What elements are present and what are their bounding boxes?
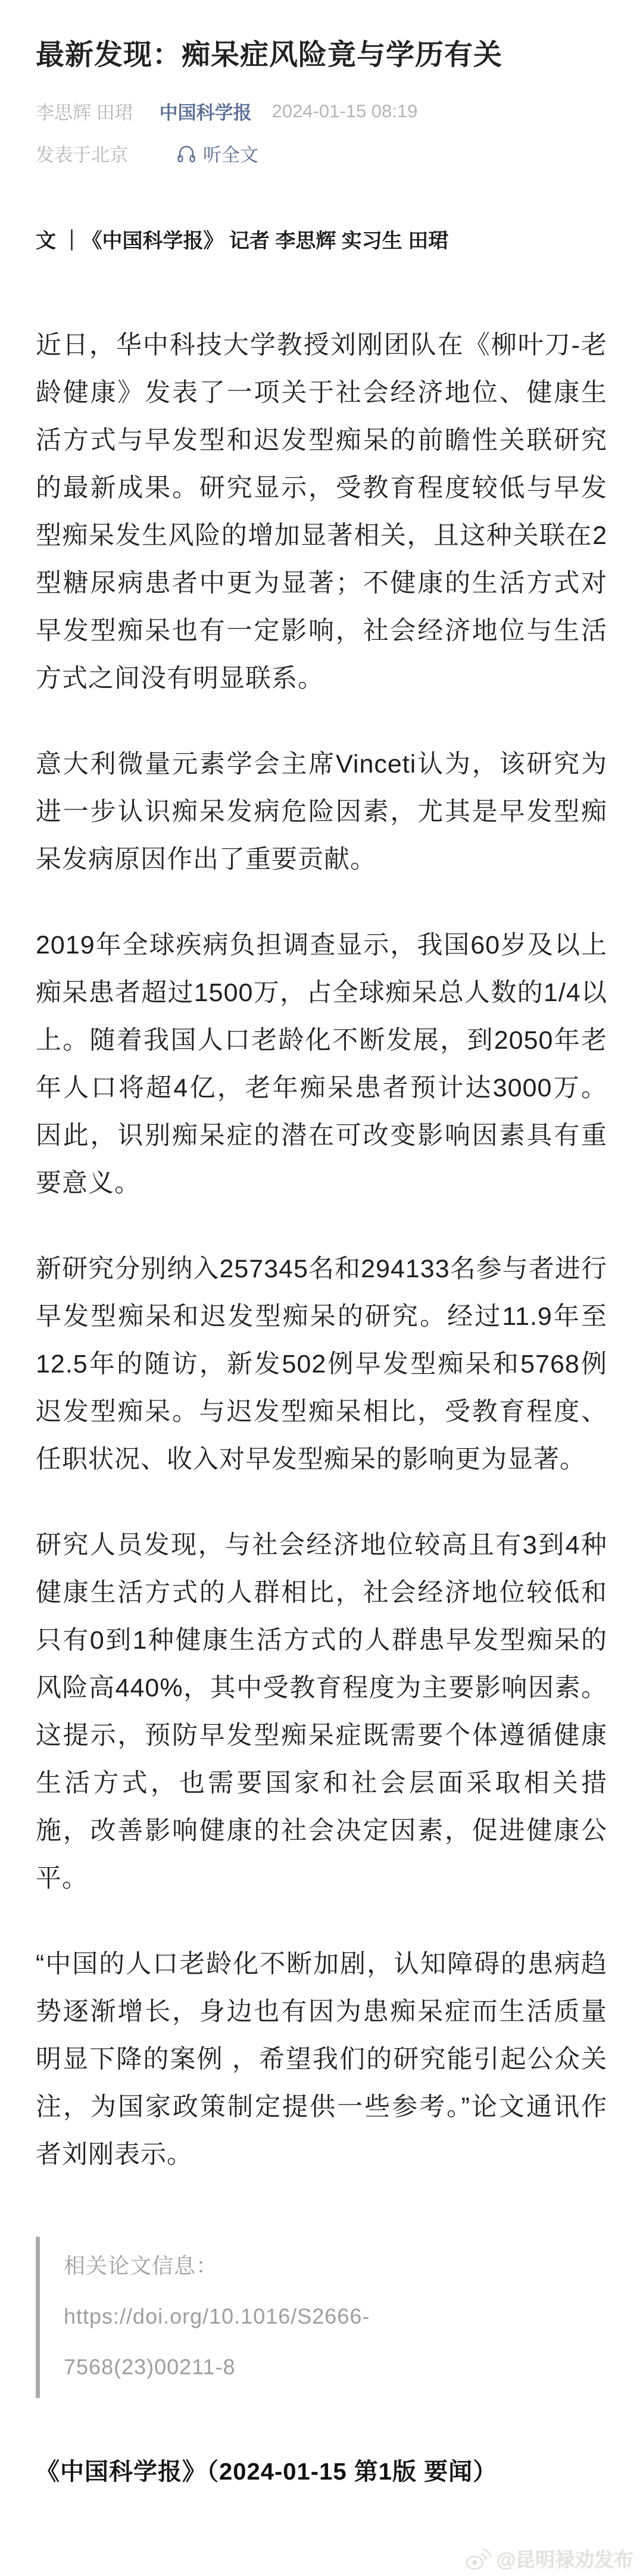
byline-authors: 李思辉 田珺 [36, 102, 133, 124]
listen-full-text-button[interactable] [176, 140, 258, 167]
doi-link-line-2: 7568(23)00211-8 [64, 2355, 236, 2380]
article-lead-credit: 文 ｜《中国科学报》 记者 李思辉 实习生 田珺 [36, 230, 449, 253]
article-paragraph: 意大利微量元素学会主席Vinceti认为，该研究为进一步认识痴呆发病危险因素，尤其是早发型痴呆发病原因作出了重要贡献。 [36, 750, 607, 874]
byline-row-2 [36, 140, 607, 167]
weibo-watermark [464, 2544, 633, 2572]
listen-full-text-label: 听全文 [203, 145, 258, 166]
article-paragraph: 新研究分别纳入257345名和294133名参与者进行早发型痴呆和迟发型痴呆的研究。经过11.9年至12.5年的随访，新发502例早发型痴呆和5768例迟发型痴呆。与迟发型痴呆相比，受教育程度、任职状况、收入对早发型痴呆的影响更为显著。 [36, 1255, 607, 1474]
article-paragraph: 研究人员发现，与社会经济地位较高且有3到4种健康生活方式的人群相比，社会经济地位较低和只有0到1种健康生活方式的人群患早发型痴呆的风险高440%，其中受教育程度为主要影响因素。这提示，预防早发型痴呆症既需要个体遵循健康生活方式，也需要国家和社会层面采取相关措施，改善影响健康的社会决定因素，促进健康公平。 [36, 1531, 607, 1893]
page-title: 最新发现：痴呆症风险竟与学历有关 [36, 39, 503, 71]
headphone-icon [176, 143, 197, 164]
weibo-icon [464, 2545, 492, 2572]
publish-location: 发表于北京 [36, 145, 128, 166]
account-name-link[interactable]: 中国科学报 [159, 102, 252, 124]
article-paragraph: “中国的人口老龄化不断加剧，认知障碍的患病趋势逐渐增长，身边也有因为患痴呆症而生活质量明显下降的案例 ，希望我们的研究能引起公众关注，为国家政策制定提供一些参考。”论文通讯作者刘刚表示。 [36, 1950, 607, 2169]
source-citation: 《中国科学报》（2024-01-15 第1版 要闻） [36, 2459, 498, 2486]
article-paragraph: 近日，华中科技大学教授刘刚团队在《柳叶刀-老龄健康》发表了一项关于社会经济地位、健康生活方式与早发型和迟发型痴呆的前瞻性关联研究的最新成果。研究显示，受教育程度较低与早发型痴呆发生风险的增加显著相关，且这种关联在2型糖尿病患者中更为显著；不健康的生活方式对早发型痴呆也有一定影响，社会经济地位与生活方式之间没有明显联系。 [36, 331, 607, 693]
doi-link-line-1: https://doi.org/10.1016/S2666- [64, 2304, 370, 2329]
byline-row [36, 98, 607, 124]
related-paper-label: 相关论文信息： [64, 2253, 219, 2278]
watermark-text: @昆明禄劝发布 [496, 2549, 633, 2571]
related-paper-blockquote [36, 2237, 607, 2398]
article-paragraph: 2019年全球疾病负担调查显示，我国60岁及以上痴呆患者超过1500万，占全球痴呆总人数的1/4以上。随着我国人口老龄化不断发展，到2050年老年人口将超4亿，老年痴呆患者预计达3000万。因此，识别痴呆症的潜在可改变影响因素具有重要意义。 [36, 931, 607, 1198]
article-body [36, 321, 607, 2178]
publish-datetime: 2024-01-15 08:19 [271, 100, 418, 121]
